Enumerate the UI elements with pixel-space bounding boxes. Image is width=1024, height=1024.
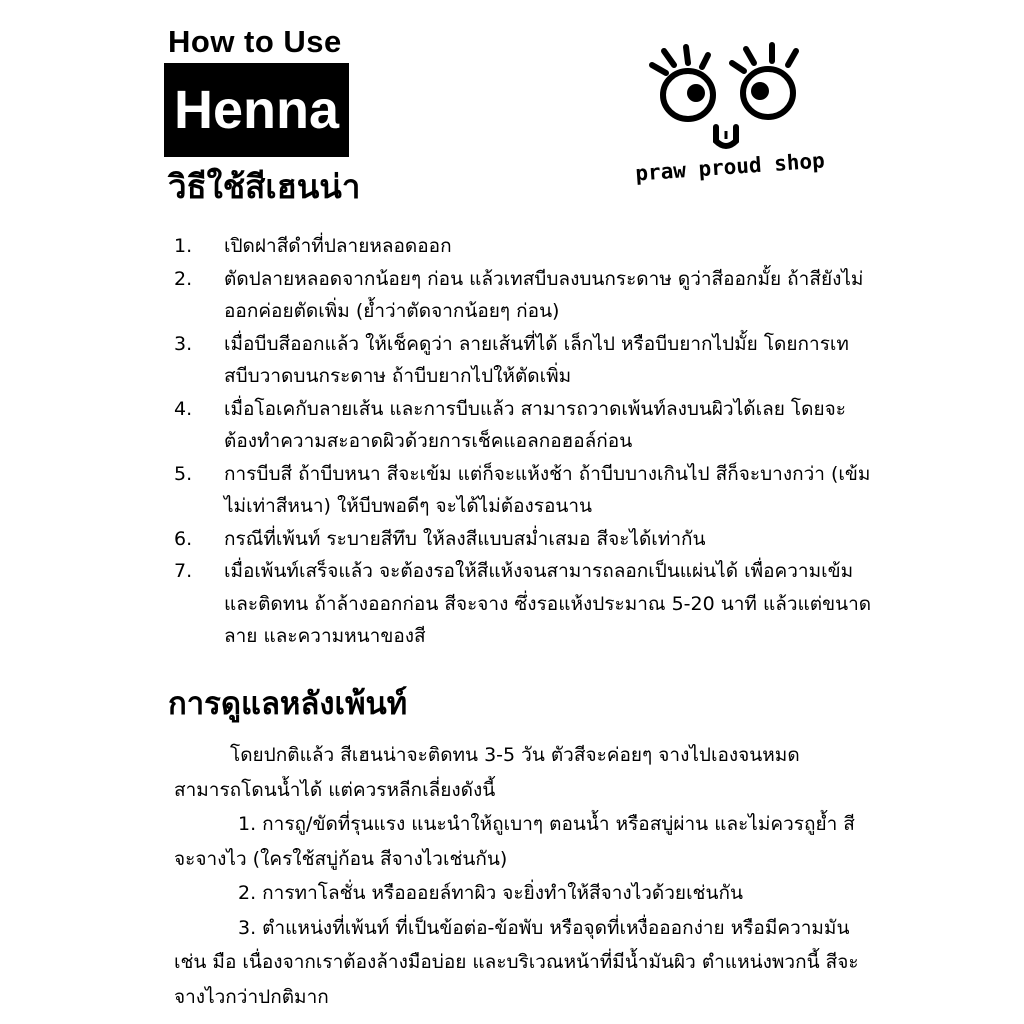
list-item [174,555,874,653]
step-number: 7. [174,560,193,582]
list-item [174,263,874,328]
step-text: ตัดปลายหลอดจากน้อยๆ ก่อน แล้วเทสบีบลงบนกระดาษ ดูว่าสีออกมั้ย ถ้าสียังไม่ออกค่อยตัดเพิ่ม (ย้ำว่าตัดจากน้อยๆ ก่อน) [224,267,864,322]
usage-steps-list [174,230,874,653]
step-number: 2. [174,267,193,290]
henna-title: Henna [173,80,340,140]
step-text: เมื่อโอเคกับลายเส้น และการบีบแล้ว สามารถวาดเพ้นท์ลงบนผิวได้เลย โดยจะต้องทำความสะอาดผิวด้วยการเช็คแอลกอฮอล์ก่อน [224,397,846,452]
step-text: เปิดฝาสีดำที่ปลายหลอดออก [224,235,452,257]
step-number: 3. [174,332,193,355]
aftercare-intro: โดยปกติแล้ว สีเฮนน่าจะติดทน 3-5 วัน ตัวสีจะค่อยๆ จางไปเองจนหมด สามารถโดนน้ำได้ แต่ควรหลีกเลี่ยงดังนี้ [174,744,800,801]
aftercare-item: 3. ตำแหน่งที่เพ้นท์ ที่เป็นข้อต่อ-ข้อพับ หรือจุดที่เหงื่อออกง่าย หรือมีความมัน เช่น มือ เนื่องจากเราต้องล้างมือบ่อย และบริเวณหน้าที่มีน้ำมันผิว ตำแหน่งพวกนี้ สีจะจางไวกว่าปกติมาก [174,916,859,1008]
step-text: การบีบสี ถ้าบีบหนา สีจะเข้ม แต่ก็จะแห้งช้า ถ้าบีบบางเกินไป สีก็จะบางกว่า (เข้มไม่เท่าสีหนา) ให้บีบพอดีๆ จะได้ไม่ต้องรอนาน [224,462,871,517]
shop-logo [620,35,840,200]
aftercare-heading: การดูแลหลังเพ้นท์ [168,686,408,722]
step-text: เมื่อบีบสีออกแล้ว ให้เช็คดูว่า ลายเส้นที่ได้ เล็กไป หรือบีบยากไปมั้ย โดยการเทสบีบวาดบนกระดาษ ถ้าบีบยากไปให้ตัดเพิ่ม [224,332,849,387]
list-item [174,393,874,458]
step-number: 5. [174,462,193,485]
step-text: กรณีที่เพ้นท์ ระบายสีทึบ ให้ลงสีแบบสม่ำเสมอ สีจะได้เท่ากัน [224,527,706,550]
list-item [174,328,874,393]
cartoon-eyes-face-icon [640,35,820,150]
how-to-use-label: How to Use [168,24,342,59]
list-item [174,230,874,263]
list-item [174,523,874,556]
list-item [174,458,874,523]
step-number: 6. [174,527,193,550]
aftercare-item: 1. การถู/ขัดที่รุนแรง แนะนำให้ถูเบาๆ ตอนน้ำ หรือสบู่ผ่าน และไม่ควรถูย้ำ สีจะจางไว (ใครใช้สบู่ก้อน สีจางไวเช่นกัน) [174,813,855,870]
henna-title-box [164,63,349,157]
step-text: เมื่อเพ้นท์เสร็จแล้ว จะต้องรอให้สีแห้งจนสามารถลอกเป็นแผ่นได้ เพื่อความเข้ม และติดทน ถ้าล้างออกก่อน สีจะจาง ซึ่งรอแห้งประมาณ 5-20 นาที แล้วแต่ขนาดลาย และความหนาของสี [224,560,872,647]
shop-name: praw proud shop [634,148,826,186]
thai-title: วิธีใช้สีเฮนน่า [168,167,361,206]
step-number: 1. [174,235,193,257]
aftercare-section [174,738,864,1014]
step-number: 4. [174,397,193,420]
aftercare-item: 2. การทาโลชั่น หรือออยล์ทาผิว จะยิ่งทำให้สีจางไวด้วยเช่นกัน [238,882,743,904]
